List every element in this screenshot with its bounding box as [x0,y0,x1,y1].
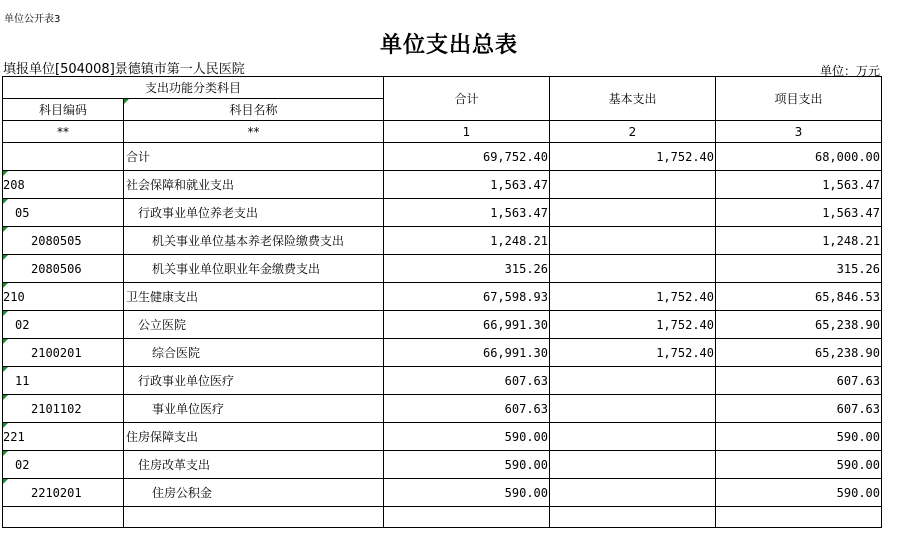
row-total: 1,563.47 [384,171,550,199]
table-row [3,255,882,283]
table-body [3,143,882,528]
row-name: 机关事业单位基本养老保险缴费支出 [124,227,384,255]
row-code: 11 [3,367,124,395]
row-project: 590.00 [716,451,882,479]
row-total: 590.00 [384,423,550,451]
row-project: 590.00 [716,479,882,507]
row-code: 2210201 [3,479,124,507]
page-title: 单位支出总表 [379,33,518,58]
row-code: 210 [3,283,124,311]
row-total: 315.26 [384,255,550,283]
row-name: 住房保障支出 [124,423,384,451]
row-total: 1,248.21 [384,227,550,255]
table-row [3,423,882,451]
row-total: 1,563.47 [384,199,550,227]
table-row [3,143,882,171]
table-row [3,171,882,199]
header-name: 科目名称 [124,99,384,121]
row-name: 综合医院 [124,339,384,367]
row-code: 05 [3,199,124,227]
row-total: 67,598.93 [384,283,550,311]
index-code: ** [3,121,124,143]
row-total: 66,991.30 [384,339,550,367]
row-code [3,143,124,171]
row-code: 2080505 [3,227,124,255]
row-total: 66,991.30 [384,311,550,339]
table-row [3,227,882,255]
row-total: 590.00 [384,451,550,479]
row-total: 590.00 [384,479,550,507]
row-project: 65,846.53 [716,283,882,311]
row-code [3,507,124,528]
header-project: 项目支出 [716,77,882,121]
header-code: 科目编码 [3,99,124,121]
row-name: 社会保障和就业支出 [124,171,384,199]
row-basic: 1,752.40 [550,143,716,171]
row-code: 221 [3,423,124,451]
row-basic [550,423,716,451]
row-project: 1,563.47 [716,199,882,227]
table-row [3,507,882,528]
row-code: 2080506 [3,255,124,283]
row-project [716,507,882,528]
row-basic: 1,752.40 [550,339,716,367]
row-code: 02 [3,451,124,479]
table-row [3,283,882,311]
index-name: ** [124,121,384,143]
row-project: 65,238.90 [716,311,882,339]
row-name: 机关事业单位职业年金缴费支出 [124,255,384,283]
row-name: 行政事业单位医疗 [124,367,384,395]
row-project: 590.00 [716,423,882,451]
row-basic [550,227,716,255]
unit-label: 单位：万元 [819,64,880,78]
row-project: 315.26 [716,255,882,283]
row-project: 1,563.47 [716,171,882,199]
row-basic [550,507,716,528]
row-code: 2101102 [3,395,124,423]
row-code: 02 [3,311,124,339]
row-project: 1,248.21 [716,227,882,255]
row-name: 住房公积金 [124,479,384,507]
row-name: 合计 [124,143,384,171]
row-name: 卫生健康支出 [124,283,384,311]
row-name: 住房改革支出 [124,451,384,479]
index-basic: 2 [550,121,716,143]
header-total: 合计 [384,77,550,121]
header-basic: 基本支出 [550,77,716,121]
row-basic [550,479,716,507]
row-name [124,507,384,528]
row-basic [550,395,716,423]
row-basic [550,367,716,395]
table-row [3,451,882,479]
row-basic [550,255,716,283]
row-name: 行政事业单位养老支出 [124,199,384,227]
row-total: 69,752.40 [384,143,550,171]
row-project: 607.63 [716,367,882,395]
row-basic [550,199,716,227]
index-project: 3 [716,121,882,143]
row-project: 65,238.90 [716,339,882,367]
row-project: 68,000.00 [716,143,882,171]
row-total: 607.63 [384,367,550,395]
expenditure-table [2,76,882,528]
row-name: 事业单位医疗 [124,395,384,423]
table-row [3,339,882,367]
row-basic [550,451,716,479]
table-row [3,395,882,423]
row-total [384,507,550,528]
table-row [3,479,882,507]
row-basic [550,171,716,199]
row-total: 607.63 [384,395,550,423]
row-name: 公立医院 [124,311,384,339]
table-row [3,311,882,339]
table-row [3,367,882,395]
row-code: 2100201 [3,339,124,367]
row-basic: 1,752.40 [550,311,716,339]
row-code: 208 [3,171,124,199]
index-total: 1 [384,121,550,143]
table-number-label: 单位公开表3 [4,14,61,25]
header-function-group: 支出功能分类科目 [3,77,384,99]
row-project: 607.63 [716,395,882,423]
table-row [3,199,882,227]
reporting-unit: 填报单位[504008]景德镇市第一人民医院 [3,62,245,77]
row-basic: 1,752.40 [550,283,716,311]
